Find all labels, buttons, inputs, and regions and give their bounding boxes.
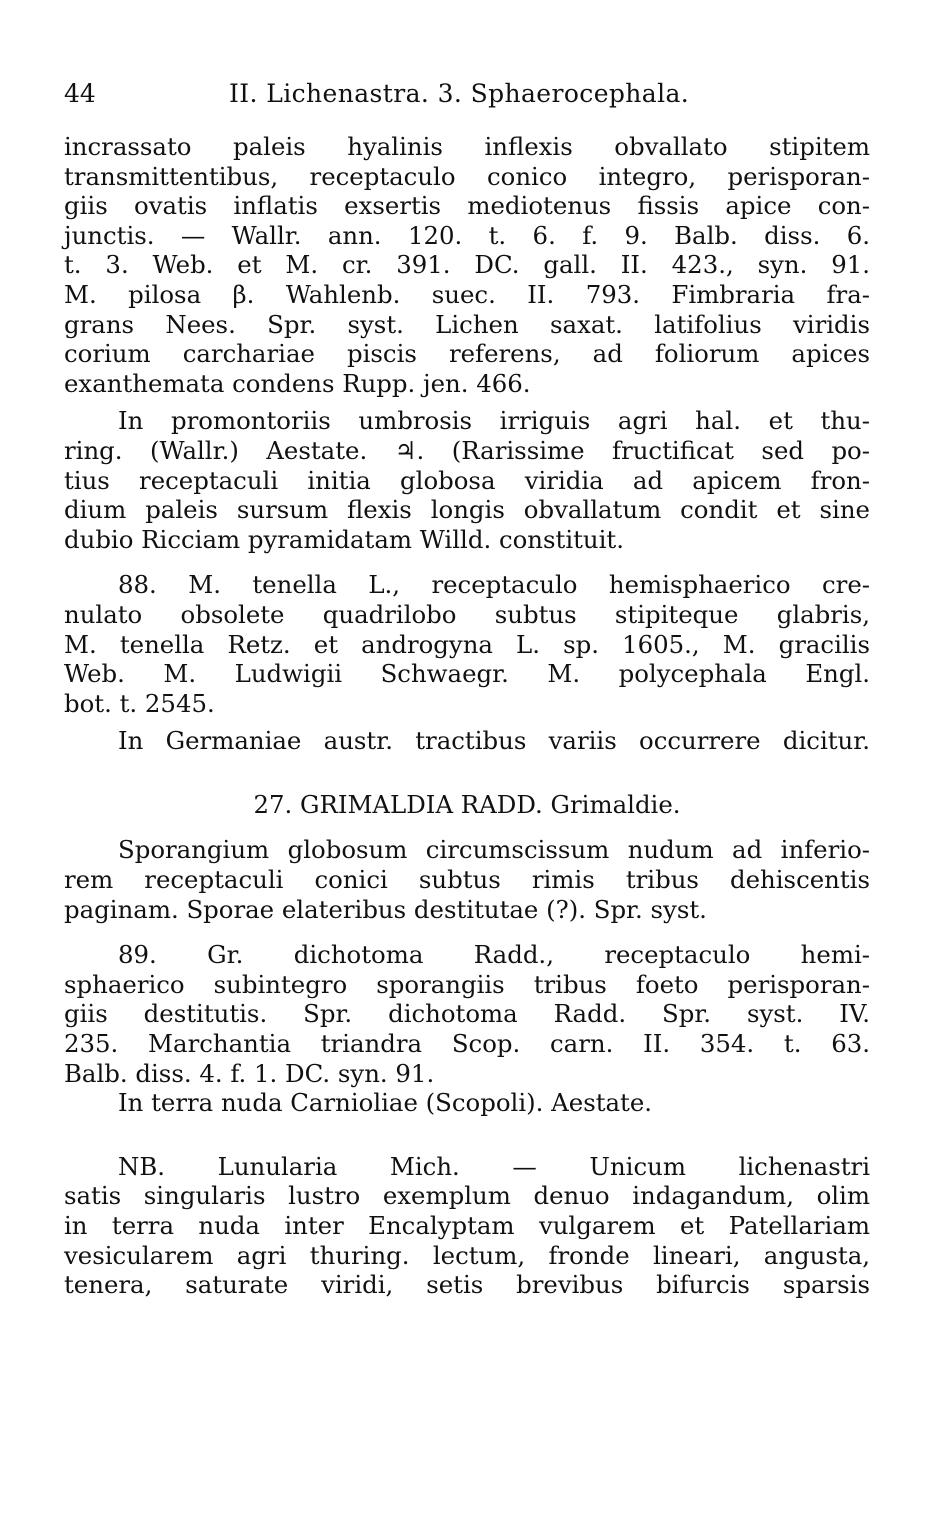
- paragraph-nb-lunularia: [64, 1152, 870, 1300]
- text-line: Web. M. Ludwigii Schwaegr. M. polycephala Engl.: [64, 659, 870, 689]
- text-line: ring. (Wallr.) Aestate. ♃. (Rarissime fructificat sed po-: [64, 435, 870, 465]
- paragraph-incrassato: [64, 132, 870, 398]
- text-line: giis destitutis. Spr. dichotoma Radd. Spr. syst. IV.: [64, 999, 870, 1029]
- text-line: In terra nuda Carnioliae (Scopoli). Aestate.: [118, 1088, 653, 1118]
- genus-heading-27: [64, 790, 870, 820]
- text-line: t. 3. Web. et M. cr. 391. DC. gall. II. 423., syn. 91.: [64, 250, 870, 280]
- text-line: tenera, saturate viridi, setis brevibus bifurcis sparsis: [64, 1270, 870, 1300]
- paragraph-species-89: [64, 940, 870, 1118]
- text-line: Balb. diss. 4. f. 1. DC. syn. 91.: [64, 1058, 435, 1088]
- text-line: In promontoriis umbrosis irriguis agri hal. et thu-: [118, 406, 870, 436]
- text-line: paginam. Sporae elateribus destitutae (?). Spr. syst.: [64, 894, 707, 924]
- text-line: junctis. — Wallr. ann. 120. t. 6. f. 9. Balb. diss. 6.: [64, 220, 870, 250]
- page-number: 44: [64, 79, 96, 108]
- text-line: dium paleis sursum flexis longis obvallatum condit et sine: [64, 495, 870, 525]
- text-line: 89. Gr. dichotoma Radd., receptaculo hemi-: [118, 940, 870, 970]
- text-line: M. tenella Retz. et androgyna L. sp. 1605., M. gracilis: [64, 629, 870, 659]
- paragraph-sporangium: [64, 835, 870, 924]
- paragraph-in-promontoriis: [64, 406, 870, 554]
- paragraph-species-88: [64, 570, 870, 718]
- text-line: in terra nuda inter Encalyptam vulgarem et Patellariam: [64, 1211, 870, 1240]
- text-line: tius receptaculi initia globosa viridia ad apicem fron-: [64, 465, 870, 495]
- text-line: grans Nees. Spr. syst. Lichen saxat. latifolius viridis: [64, 309, 870, 339]
- text-line: bot. t. 2545.: [64, 688, 215, 718]
- text-line: rem receptaculi conici subtus rimis tribus dehiscentis: [64, 865, 870, 895]
- text-line: vesicularem agri thuring. lectum, fronde lineari, angusta,: [64, 1240, 870, 1270]
- text-line: giis ovatis inflatis exsertis mediotenus fissis apice con-: [64, 191, 870, 221]
- text-line: 88. M. tenella L., receptaculo hemisphaerico cre-: [118, 570, 870, 600]
- section-heading: 27. GRIMALDIA RADD. Grimaldie.: [253, 789, 681, 819]
- text-line: incrassato paleis hyalinis inflexis obvallato stipitem: [64, 132, 870, 161]
- text-line: transmittentibus, receptaculo conico integro, perisporan-: [64, 161, 870, 191]
- text-line: dubio Ricciam pyramidatam Willd. constituit.: [64, 524, 624, 554]
- text-line: sphaerico subintegro sporangiis tribus foeto perisporan-: [64, 969, 870, 999]
- running-head: II. Lichenastra. 3. Sphaerocephala.: [229, 79, 690, 108]
- text-line: Sporangium globosum circumscissum nudum ad inferio-: [118, 835, 870, 865]
- body-text: [64, 132, 870, 1300]
- text-line: NB. Lunularia Mich. — Unicum lichenastri: [118, 1151, 870, 1181]
- paragraph-in-germaniae: [64, 726, 870, 756]
- text-line: exanthemata condens Rupp. jen. 466.: [64, 368, 531, 398]
- text-line: M. pilosa β. Wahlenb. suec. II. 793. Fimbraria fra-: [64, 279, 870, 309]
- text-line: corium carchariae piscis referens, ad foliorum apices: [64, 339, 870, 369]
- text-line: satis singularis lustro exemplum denuo indagandum, olim: [64, 1181, 870, 1211]
- text-line: nulato obsolete quadrilobo subtus stipiteque glabris,: [64, 599, 870, 629]
- text-line: In Germaniae austr. tractibus variis occurrere dicitur.: [118, 726, 870, 756]
- text-line: 235. Marchantia triandra Scop. carn. II. 354. t. 63.: [64, 1029, 870, 1059]
